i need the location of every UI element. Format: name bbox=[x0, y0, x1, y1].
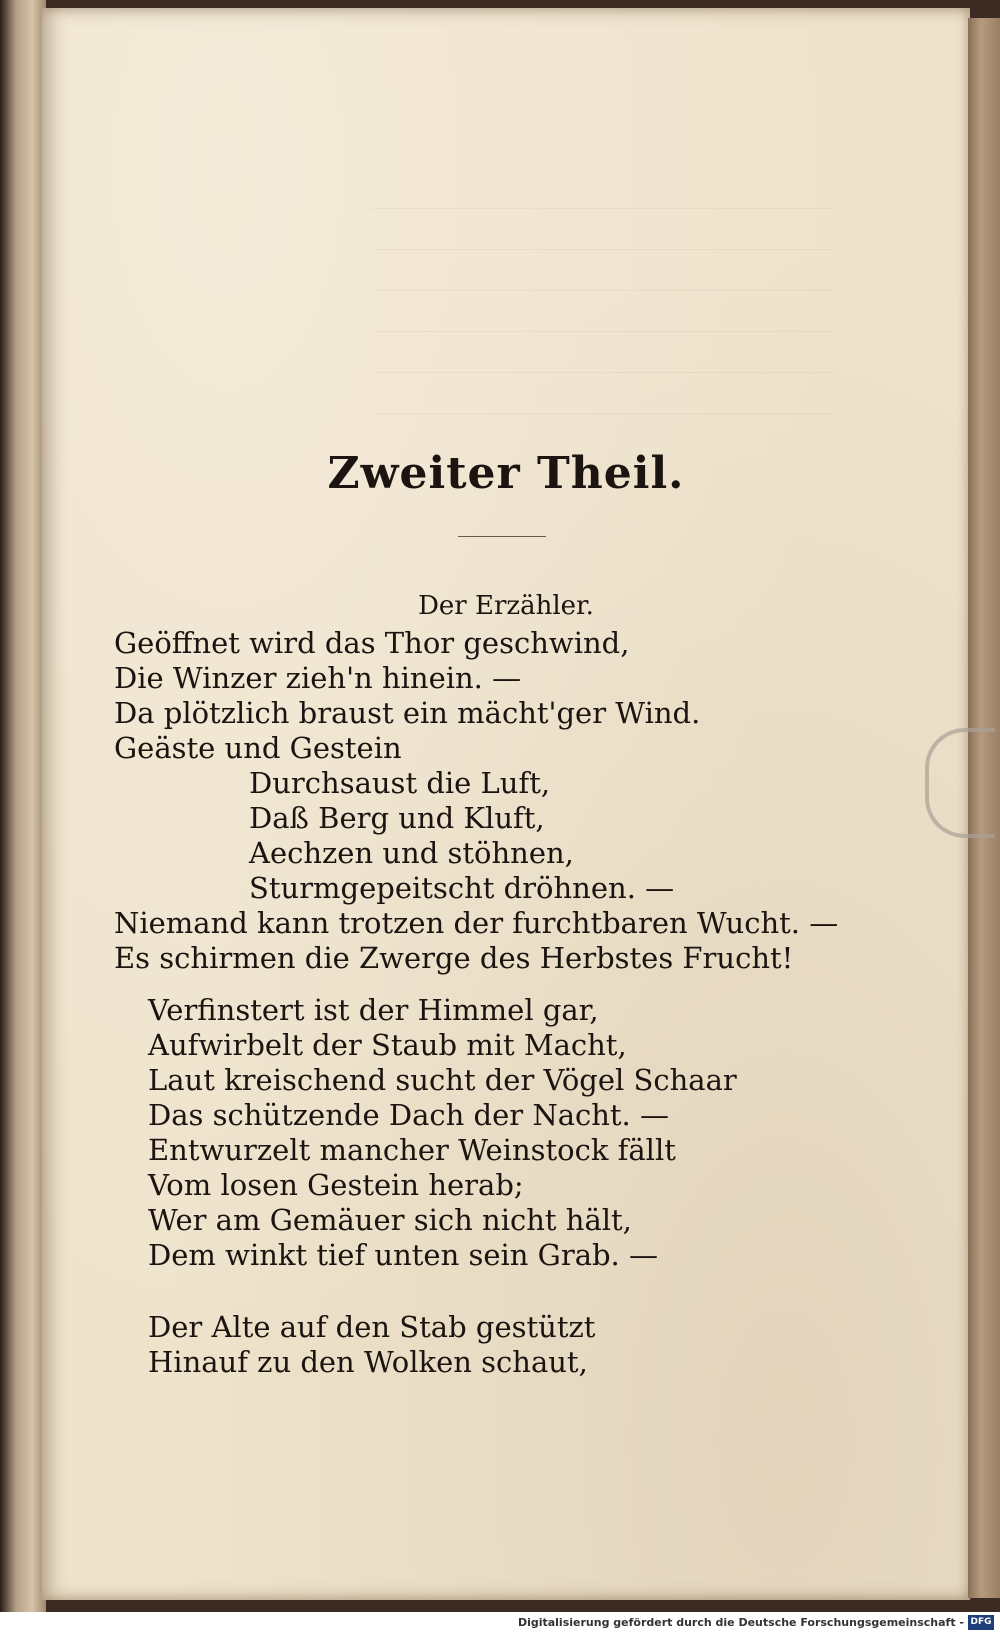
verse-line: Vom losen Gestein herab; bbox=[148, 1168, 524, 1202]
verse-line: Hinauf zu den Wolken schaut, bbox=[148, 1345, 588, 1379]
left-page-edge bbox=[0, 0, 46, 1612]
stanza-3 bbox=[148, 1310, 595, 1380]
verse-line: Der Alte auf den Stab gestützt bbox=[148, 1310, 596, 1344]
verse-line: Laut kreischend sucht der Vögel Schaar bbox=[148, 1063, 737, 1097]
dfg-logo-icon: DFG bbox=[968, 1615, 994, 1630]
verse-line: Daß Berg und Kluft, bbox=[249, 801, 545, 835]
section-title: Zweiter Theil. bbox=[327, 448, 685, 499]
speaker-heading: Der Erzähler. bbox=[418, 591, 594, 621]
verse-line: Durchsaust die Luft, bbox=[249, 766, 551, 800]
verse-line: Wer am Gemäuer sich nicht hält, bbox=[148, 1203, 632, 1237]
verse-line: Die Winzer zieh'n hinein. — bbox=[114, 661, 522, 695]
digitization-footer bbox=[0, 1612, 1000, 1635]
footer-credit: Digitalisierung gefördert durch die Deutsche Forschungsgemeinschaft - bbox=[517, 1616, 964, 1629]
verse-line: Aufwirbelt der Staub mit Macht, bbox=[148, 1028, 627, 1062]
verse-line: Geäste und Gestein bbox=[114, 731, 402, 765]
book-page bbox=[42, 8, 970, 1600]
verse-line: Es schirmen die Zwerge des Herbstes Frucht! bbox=[114, 941, 794, 975]
verse-line: Aechzen und stöhnen, bbox=[249, 836, 574, 870]
verse-line: Sturmgepeitscht dröhnen. — bbox=[249, 871, 675, 905]
stanza-2 bbox=[148, 993, 737, 1273]
verse-line: Das schützende Dach der Nacht. — bbox=[148, 1098, 669, 1132]
page-clip bbox=[925, 728, 995, 838]
verse-line: Entwurzelt mancher Weinstock fällt bbox=[148, 1133, 676, 1167]
verse-line: Dem winkt tief unten sein Grab. — bbox=[148, 1238, 658, 1272]
title-rule bbox=[458, 536, 546, 537]
verse-line: Verfinstert ist der Himmel gar, bbox=[148, 993, 599, 1027]
verse-line: Niemand kann trotzen der furchtbaren Wucht. — bbox=[114, 906, 839, 940]
show-through-texture bbox=[372, 168, 832, 414]
verse-line: Geöffnet wird das Thor geschwind, bbox=[114, 626, 630, 660]
stanza-1 bbox=[114, 626, 838, 976]
verse-line: Da plötzlich braust ein mächt'ger Wind. bbox=[114, 696, 701, 730]
